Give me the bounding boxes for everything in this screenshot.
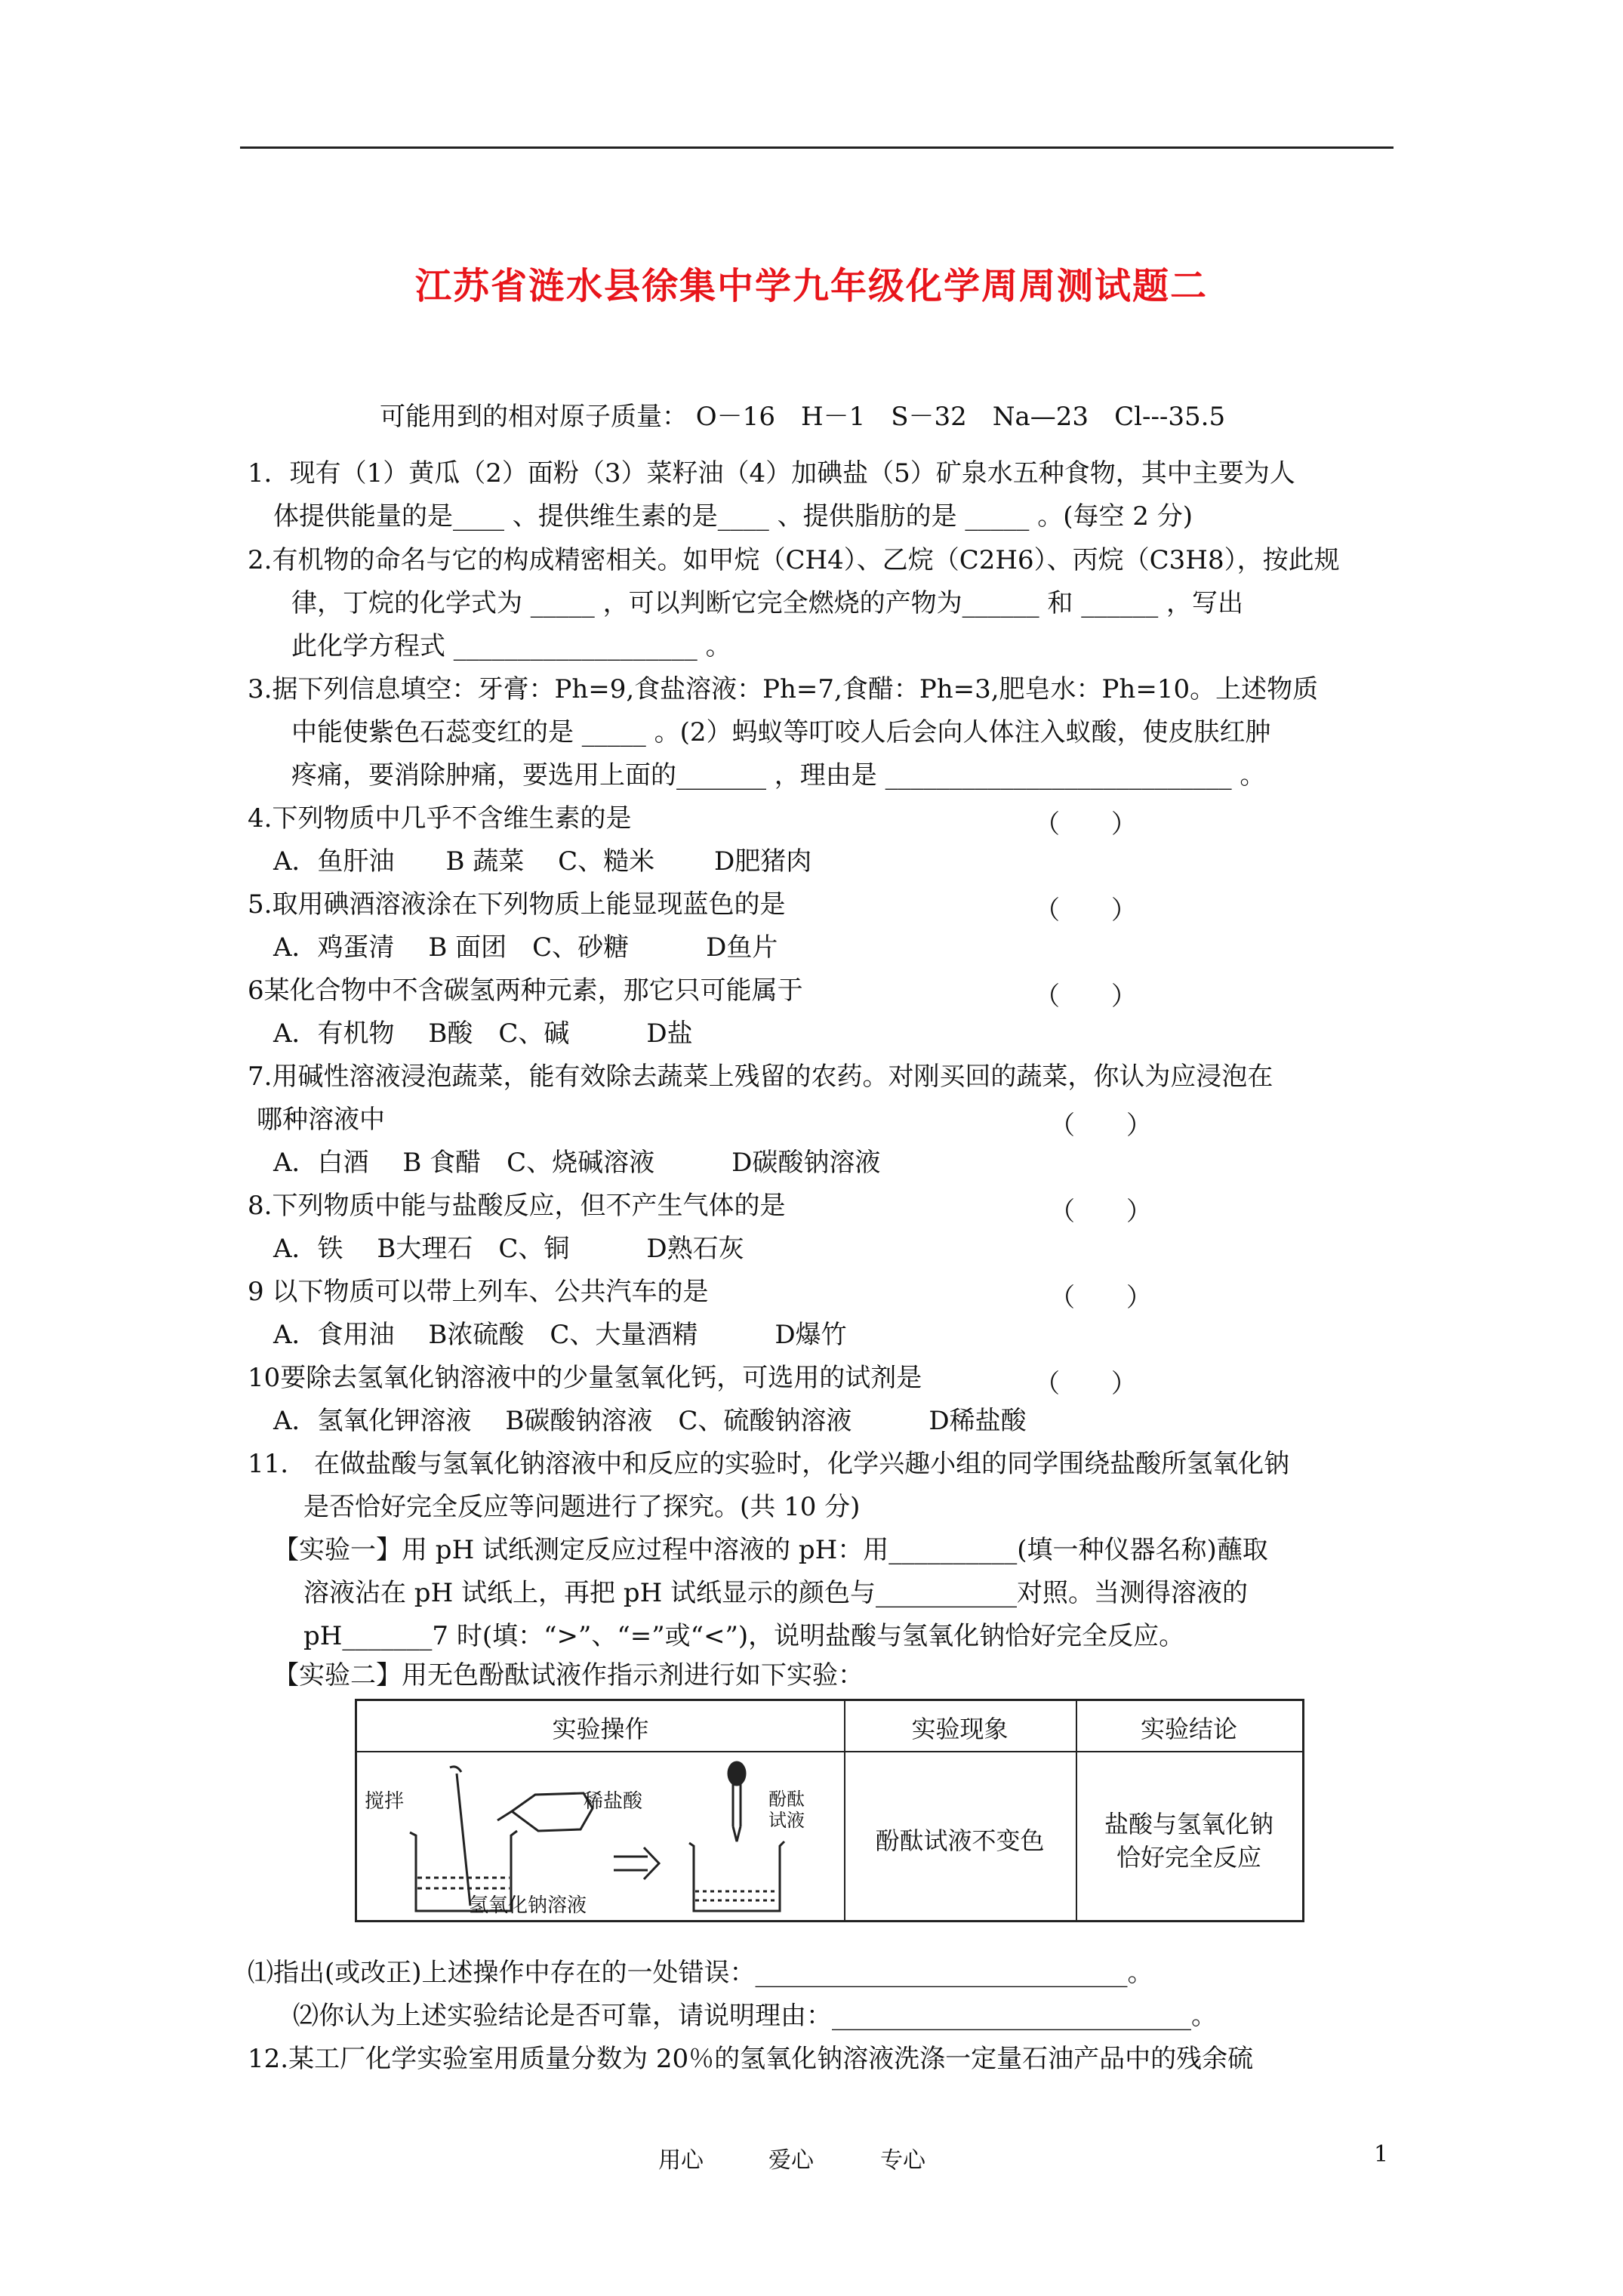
page-number: 1 (1374, 2141, 1389, 2168)
q5-options: A．鸡蛋清 B 面团 C、砂糖 D鱼片 (273, 932, 778, 963)
label-hcl: 稀盐酸 (584, 1790, 643, 1813)
q9-stem: 9 以下物质可以带上列车、公共汽车的是 (248, 1277, 709, 1307)
q4-stem: 4.下列物质中几乎不含维生素的是 (248, 803, 632, 834)
q6-answer-paren: （ ） (1034, 982, 1137, 1012)
dropper (733, 1784, 741, 1841)
q3-line3: 疼痛，要消除肿痛，要选用上面的_______ ，理由是 ___________________________ 。 (291, 760, 1266, 791)
q7-answer-paren: （ ） (1049, 1111, 1152, 1141)
label-naoh: 氢氧化钠溶液 (469, 1894, 587, 1917)
label-phenolphthalein-1: 酚酞 (768, 1789, 805, 1810)
q9-answer-paren: （ ） (1049, 1283, 1152, 1313)
q8-stem: 8.下列物质中能与盐酸反应，但不产生气体的是 (248, 1191, 786, 1221)
reagent-bottle (512, 1793, 593, 1831)
q10-answer-paren: （ ） (1034, 1369, 1137, 1399)
q11-exp2-intro: 【实验二】用无色酚酞试液作指示剂进行如下实验： (273, 1660, 864, 1690)
q11-exp1-line1: 【实验一】用 pH 试纸测定反应过程中溶液的 pH：用__________(填一种仪器名称)蘸取 (273, 1535, 1268, 1565)
q3-line1: 3.据下列信息填空：牙膏：Ph=9,食盐溶液：Ph=7,食醋：Ph=3,肥皂水：Ph=10。上述物质 (248, 674, 1319, 704)
footer-yongxin: 用心 (658, 2147, 704, 2174)
q6-stem: 6某化合物中不含碳氢两种元素，那它只可能属于 (248, 975, 803, 1006)
q2-line3: 此化学方程式 ___________________ 。 (291, 631, 731, 661)
q6-options: A．有机物 B酸 C、碱 D盐 (273, 1019, 693, 1049)
q11-exp1-line3: pH_______7 时(填：“>”、“=”或“<”)，说明盐酸与氢氧化钠恰好完全反应。 (303, 1621, 1185, 1651)
q11-sub2: ⑵你认为上述实验结论是否可靠，请说明理由：____________________________。 (293, 2001, 1217, 2031)
q11-line1: 11. 在做盐酸与氢氧化钠溶液中和反应的实验时，化学兴趣小组的同学围绕盐酸所氢氧化钠 (248, 1449, 1290, 1479)
footer-zhuanxin: 专心 (880, 2147, 925, 2174)
conclusion-text-1: 盐酸与氢氧化钠 (1104, 1810, 1273, 1838)
q1-line1: 1．现有（1）黄瓜（2）面粉（3）菜籽油（4）加碘盐（5）矿泉水五种食物，其中主要为人 (248, 458, 1295, 488)
q2-line1: 2.有机物的命名与它的构成精密相关。如甲烷（CH4）、乙烷（C2H6）、丙烷（C3H8），按此规 (248, 545, 1340, 575)
experiment-table (355, 1699, 1304, 1922)
q11-exp1-line2: 溶液沾在 pH 试纸上，再把 pH 试纸显示的颜色与___________对照。当测得溶液的 (303, 1578, 1249, 1608)
q2-line2: 律，丁烷的化学式为 _____ ，可以判断它完全燃烧的产物为______ 和 ______ ，写出 (291, 588, 1244, 618)
q4-answer-paren: （ ） (1034, 809, 1137, 840)
q3-line2: 中能使紫色石蕊变红的是 _____ 。(2）蚂蚁等叮咬人后会向人体注入蚁酸，使皮肤红肿 (291, 717, 1271, 747)
q9-options: A．食用油 B浓硫酸 C、大量酒精 D爆竹 (273, 1320, 847, 1350)
q8-options: A．铁 B大理石 C、铜 D熟石灰 (273, 1234, 744, 1264)
label-stir: 搅拌 (365, 1790, 405, 1813)
q7-line1: 7.用碱性溶液浸泡蔬菜，能有效除去蔬菜上残留的农药。对刚买回的蔬菜，你认为应浸泡在 (248, 1062, 1273, 1092)
q12-line1: 12.某工厂化学实验室用质量分数为 20％的氢氧化钠溶液洗涤一定量石油产品中的残余硫 (248, 2044, 1254, 2074)
q10-stem: 10要除去氢氧化钠溶液中的少量氢氧化钙，可选用的试剂是 (248, 1363, 922, 1393)
q4-options: A．鱼肝油 B 蔬菜 C、糙米 D肥猪肉 (273, 846, 812, 877)
arrow-icon (614, 1848, 659, 1879)
phenomenon-text: 酚酞试液不变色 (875, 1826, 1045, 1855)
atomic-masses: 可能用到的相对原子质量： O－16 H－1 S－32 Na—23 Cl---35.5 (380, 402, 1226, 432)
q7-line2: 哪种溶液中 (257, 1105, 385, 1135)
footer-aixin: 爱心 (768, 2147, 814, 2174)
header-operation: 实验操作 (552, 1715, 649, 1743)
q8-answer-paren: （ ） (1049, 1197, 1152, 1227)
q5-stem: 5.取用碘酒溶液涂在下列物质上能显现蓝色的是 (248, 889, 786, 920)
apparatus-illustration (357, 1751, 844, 1920)
q5-answer-paren: （ ） (1034, 895, 1137, 926)
header-conclusion: 实验结论 (1140, 1715, 1237, 1743)
label-phenolphthalein-2: 试液 (768, 1810, 805, 1831)
q1-line2: 体提供能量的是____ 、提供维生素的是____ 、提供脂肪的是 _____ 。(每空 2 分) (273, 501, 1193, 532)
q11-sub1: ⑴指出(或改正)上述操作中存在的一处错误：_____________________________。 (248, 1958, 1153, 1988)
header-phenomenon: 实验现象 (911, 1715, 1009, 1743)
q11-line2: 是否恰好完全反应等问题进行了探究。(共 10 分) (303, 1492, 861, 1522)
header-rule (240, 146, 1394, 149)
conclusion-text-2: 恰好完全反应 (1116, 1843, 1261, 1872)
page-title: 江苏省涟水县徐集中学九年级化学周周测试题二 (414, 265, 1208, 307)
q10-options: A．氢氧化钾溶液 B碳酸钠溶液 C、硫酸钠溶液 D稀盐酸 (273, 1406, 1027, 1436)
stirring-rod (457, 1774, 470, 1906)
q7-options: A．白酒 B 食醋 C、烧碱溶液 D碳酸钠溶液 (273, 1148, 881, 1178)
